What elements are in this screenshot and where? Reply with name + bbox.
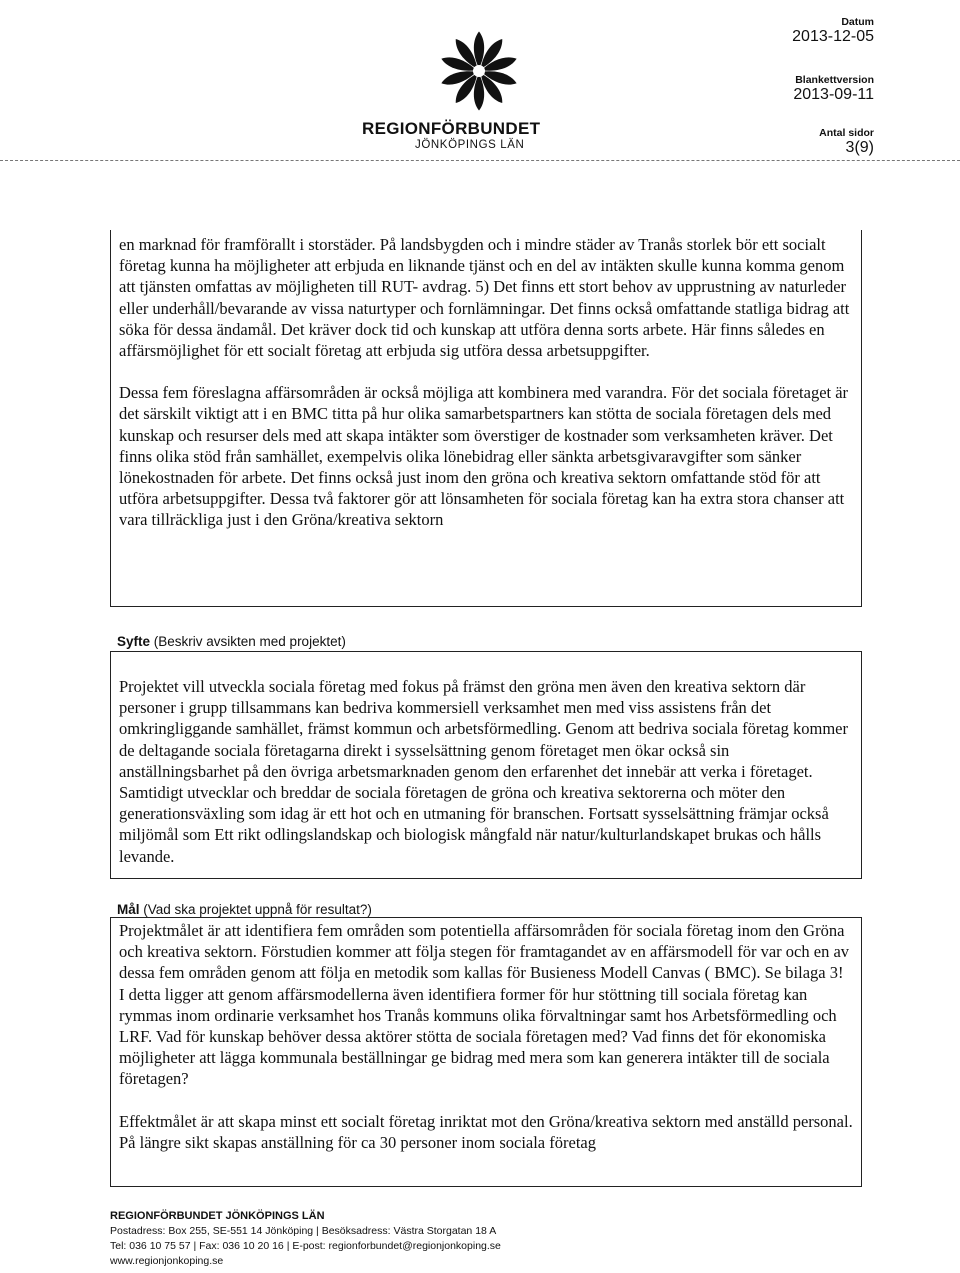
footer-org: REGIONFÖRBUNDET JÖNKÖPINGS LÄN (110, 1210, 325, 1222)
bakgrund-paragraph-2: Dessa fem föreslagna affärsområden är också möjliga att kombinera med varandra. För det sociala företaget är det särskilt viktigt att i en BMC titta på hur olika samarbetspartners kan stötta de sociala företagen dels med kunskap och resurser dels med att skapa intäkter som överstiger de kostnader som verksamheten kräver. Det finns olika stöd från samhället, exempelvis olika lönebidrag eller sänkta arbetsgivaravgifter som sänker lönekostnaden för arbete. Det finns också just inom den gröna och kreativa sektorn omfattande stöd för att utföra arbetsuppgifter. Dessa två faktorer gör att lönsamheten för sociala företag kan ha extra stora chanser att vara tillräckliga just i den Gröna/kreativa sektorn (119, 383, 849, 530)
syfte-heading-title: Syfte (117, 634, 151, 649)
syfte-heading-hint: (Beskriv avsikten med projektet) (150, 634, 346, 649)
datum-value: 2013-12-05 (792, 28, 874, 45)
antal-sidor-label: Antal sidor (819, 127, 874, 139)
footer (110, 1209, 501, 1269)
org-name: REGIONFÖRBUNDET (362, 119, 541, 138)
footer-address: Postadress: Box 255, SE-551 14 Jönköping | Besöksadress: Västra Storgatan 18 A (110, 1225, 497, 1237)
blankettversion-block (793, 74, 874, 104)
mal-heading-title: Mål (117, 902, 140, 917)
mal-heading (117, 902, 372, 917)
bakgrund-continued-box (110, 230, 862, 607)
bakgrund-paragraph-1: en marknad för framförallt i storstäder. På landsbygden och i mindre städer av Tranås storlek bör ett socialt företag kunna ha möjligheter att erbjuda en liknande tjänst och en del av intäkten skulle kunna komma genom att tjänsten omfattas av möjligheten till RUT- avdrag. 5) Det finns ett stort behov av upprustning av naturleder eller underhåll/bevarande av vissa naturtyper och fornlämningar. Det finns också omfattande statliga bidrag att söka för dessa ändamål. Det kräver dock tid och kunskap att utföra denna sorts arbete. Här finns således en affärsmöjlighet för ett socialt företag att erbjuda sig utföra dessa arbetsuppgifter. (119, 235, 850, 361)
blankettversion-value: 2013-09-11 (793, 86, 874, 103)
syfte-box (110, 651, 862, 879)
header-divider (0, 160, 960, 161)
datum-block (792, 16, 874, 46)
regionforbundet-logo (436, 28, 522, 114)
antal-sidor-value: 3(9) (845, 139, 874, 156)
mal-paragraph-1: Projektmålet är att identifiera fem områden som potentiella affärsområden för sociala företag inom den Gröna och kreativa sektorn. Förstudien kommer att följa stegen för framtagandet av en affärsmodell för var och en av dessa fem områden genom att följa en metodik som kallas för Busieness Modell Canvas ( BMC). Se bilaga 3! I detta ligger att genom affärsmodellerna även identifiera former för hur stöttning till sociala företag kan rymmas inom ordinarie verksamhet hos Tranås kommuns olika förvaltningar samt hos Arbetsförmedling och LRF. Vad för kunskap behöver dessa aktörer stötta de sociala företagen med? Vad finns det för ekonomiska möjligheter att lägga kommunala beställningar ge bidrag med mera som kan generera intäkter till de sociala företagen? (119, 921, 850, 1089)
blankettversion-label: Blankettversion (795, 74, 874, 86)
org-subtitle: JÖNKÖPINGS LÄN (415, 139, 525, 151)
mal-box (110, 917, 862, 1187)
footer-website: www.regionjonkoping.se (110, 1255, 224, 1267)
mal-paragraph-2: Effektmålet är att skapa minst ett socialt företag inriktat mot den Gröna/kreativa sektorn med anställd personal. På längre sikt skapas anställning för ca 30 personer inom sociala företag (119, 1111, 853, 1152)
antal-sidor-block (819, 127, 874, 157)
mal-heading-hint: (Vad ska projektet uppnå för resultat?) (139, 902, 372, 917)
syfte-text: Projektet vill utveckla sociala företag med fokus på främst den gröna men även den kreativa sektorn där personer i grupp tillsammans kan bedriva kommersiell verksamhet men med viss assistens från det omkringliggande samhället, främst kommun och arbetsförmedling. Genom att bedriva sociala företag kommer de deltagande sociala företagarna direkt i sysselsättning genom företaget men ökar också sin anställningsbarhet på den övriga arbetsmarknaden genom den erfarenhet det innebär att verka i företaget. Samtidigt utvecklar och breddar de sociala företagen de gröna och kreativa sektorerna och möter den generationsväxling som idag är ett hot och en utmaning för branschen. Fortsatt sysselsättning främjar också miljömål som Ett rikt odlingslandskap och biologisk mångfald när natur/kulturlandskapet brukas och hålls levande. (119, 677, 848, 866)
syfte-heading (117, 634, 346, 649)
datum-label: Datum (841, 16, 874, 28)
footer-contact: Tel: 036 10 75 57 | Fax: 036 10 20 16 | E-post: regionforbundet@regionjonkoping.se (110, 1240, 501, 1252)
